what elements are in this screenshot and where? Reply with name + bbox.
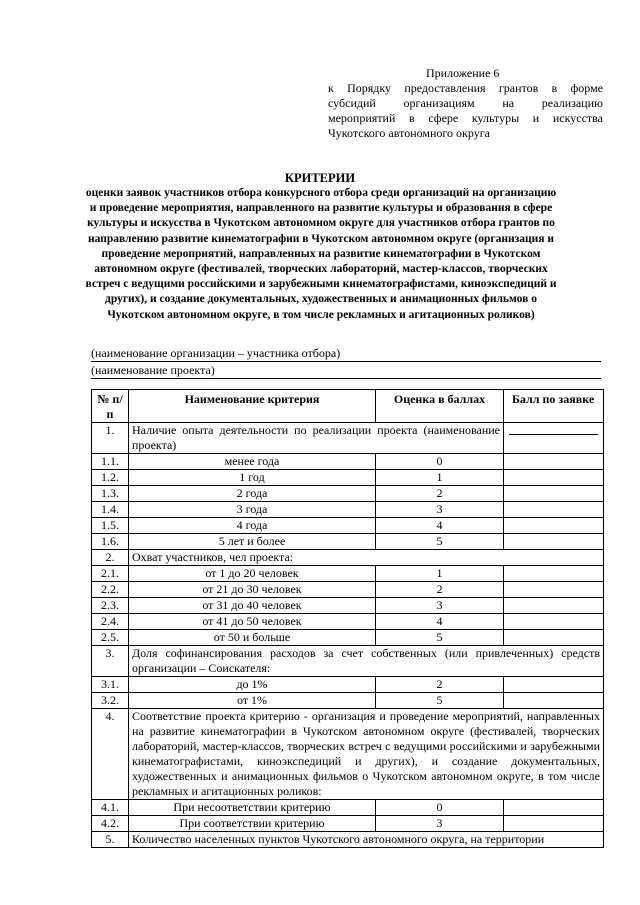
row-number: 1.4. [92,502,129,518]
criterion-score: 2 [376,677,504,693]
row-number: 4.2. [92,816,129,832]
applied-score-cell [504,598,604,614]
criterion-score: 4 [376,614,504,630]
table-row [92,693,604,709]
criterion-name: от 50 и больше [129,630,376,646]
table-row [92,423,604,454]
row-number: 4.1. [92,800,129,816]
table-row [92,518,604,534]
criterion-section: Охват участников, чел проекта: [129,550,604,566]
table-row [92,598,604,614]
applied-score-cell [504,614,604,630]
row-number: 2.2. [92,582,129,598]
criterion-score: 5 [376,630,504,646]
criterion-score: 0 [376,454,504,470]
criterion-score: 3 [376,598,504,614]
row-number: 1.1. [92,454,129,470]
header-name: Наименование критерия [129,390,376,423]
criterion-score: 2 [376,486,504,502]
criterion-name: 1 год [129,470,376,486]
table-row [92,534,604,550]
criterion-section: Доля софинансирования расходов за счет собственных (или привлеченных) средств организации – Соискателя: [129,646,604,677]
table-row [92,470,604,486]
criterion-name: При несоответствии критерию [129,800,376,816]
header-num: № п/п [92,390,129,423]
criteria-table-body [92,423,604,848]
table-row [92,677,604,693]
row-number: 1.5. [92,518,129,534]
row-number: 3.1. [92,677,129,693]
applied-score-cell [504,677,604,693]
row-number: 4. [92,709,129,800]
table-row [92,832,604,848]
appendix-line: к Порядку предоставления грантов в форме [328,81,603,95]
table-row [92,614,604,630]
applied-score-cell [504,486,604,502]
row-number: 1.2. [92,470,129,486]
criterion-name: от 41 до 50 человек [129,614,376,630]
row-number: 1.6. [92,534,129,550]
criterion-score: 0 [376,800,504,816]
criterion-score: 2 [376,582,504,598]
criterion-name: от 31 до 40 человек [129,598,376,614]
header-applied: Балл по заявке [504,390,604,423]
appendix-line: мероприятий в сфере культуры и искусства [328,111,603,125]
criterion-name: до 1% [129,677,376,693]
criterion-name: от 21 до 30 человек [129,582,376,598]
appendix-reference [328,81,603,141]
applied-score-cell [504,693,604,709]
header-score: Оценка в баллах [376,390,504,423]
row-number: 2. [92,550,129,566]
table-row [92,800,604,816]
applied-score-cell [504,454,604,470]
organization-name-field: (наименование организации – участника отбора) [91,346,601,360]
applied-score-cell [504,582,604,598]
criterion-section: Соответствие проекта критерию - организация и проведение мероприятий, направленных на развитие кинематографии в Чукотском автономном округе (фестивалей, творческих лабораторий, мастер-классов, творческих встреч с ведущими российскими и зарубежными кинематографистами, киноэкспедиций и других), и создание документальных, художественных и анимационных фильмов о Чукотском автономном округе, в том числе рекламных и агитационных роликов: [129,709,604,800]
applied-score-cell [504,534,604,550]
criterion-name: 5 лет и более [129,534,376,550]
criteria-table [91,389,604,848]
table-header-row [92,390,604,423]
row-number: 3. [92,646,129,677]
table-row [92,566,604,582]
table-row [92,630,604,646]
criterion-name: 4 года [129,518,376,534]
table-row [92,502,604,518]
row-number: 3.2. [92,693,129,709]
row-number: 1.3. [92,486,129,502]
criterion-name: 2 года [129,486,376,502]
row-number: 5. [92,832,129,848]
criterion-score: 1 [376,566,504,582]
table-row [92,486,604,502]
criterion-name: При соответствии критерию [129,816,376,832]
criterion-score: 3 [376,502,504,518]
applied-score-cell [504,502,604,518]
table-row [92,816,604,832]
document-title: КРИТЕРИИ [284,171,356,185]
criterion-score: 3 [376,816,504,832]
row-number: 1. [92,423,129,454]
criterion-score: 4 [376,518,504,534]
appendix-line: Чукотского автономного округа [328,126,490,140]
row-number: 2.3. [92,598,129,614]
table-row [92,550,604,566]
table-row [92,709,604,800]
criterion-section: Количество населенных пунктов Чукотского автономного округа, на территории [129,832,604,848]
row-number: 2.4. [92,614,129,630]
criterion-name: от 1% [129,693,376,709]
applied-score-cell [504,630,604,646]
criterion-score: 5 [376,534,504,550]
criterion-score: 1 [376,470,504,486]
applied-score-cell [504,423,604,454]
applied-score-cell [504,816,604,832]
applied-score-cell [504,470,604,486]
applied-score-cell [504,800,604,816]
criterion-name: от 1 до 20 человек [129,566,376,582]
criterion-name: 3 года [129,502,376,518]
row-number: 2.5. [92,630,129,646]
applied-score-cell [504,566,604,582]
table-row [92,582,604,598]
row-number: 2.1. [92,566,129,582]
appendix-title: Приложение 6 [426,66,500,80]
document-subtitle: оценки заявок участников отбора конкурсного отбора среди организаций на организацию и проведение мероприятия, направленного на развитие культуры и образования в сфере культуры и искусства в Чукотском автономном округе для участников отбора грантов по направлению развитие кинематографии в Чукотском автономном округе (организация и проведение мероприятий, направленных на развитие кинематографии в Чукотском автономном округе (фестивалей, творческих лабораторий, мастер-классов, творческих встреч с ведущими российскими и зарубежными кинематографистами, киноэкспедиций и других), и создание документальных, художественных и анимационных фильмов о Чукотском автономном округе, в том числе рекламных и агитационных роликов) [85,187,557,321]
appendix-line: субсидий организациям на реализацию [328,96,603,110]
project-name-field: (наименование проекта) [91,363,601,377]
criterion-section: Наличие опыта деятельности по реализации проекта (наименование проекта) [129,423,504,454]
table-row [92,454,604,470]
criterion-score: 5 [376,693,504,709]
applied-score-cell [504,518,604,534]
criterion-name: менее года [129,454,376,470]
table-row [92,646,604,677]
blank-underline [509,434,598,435]
